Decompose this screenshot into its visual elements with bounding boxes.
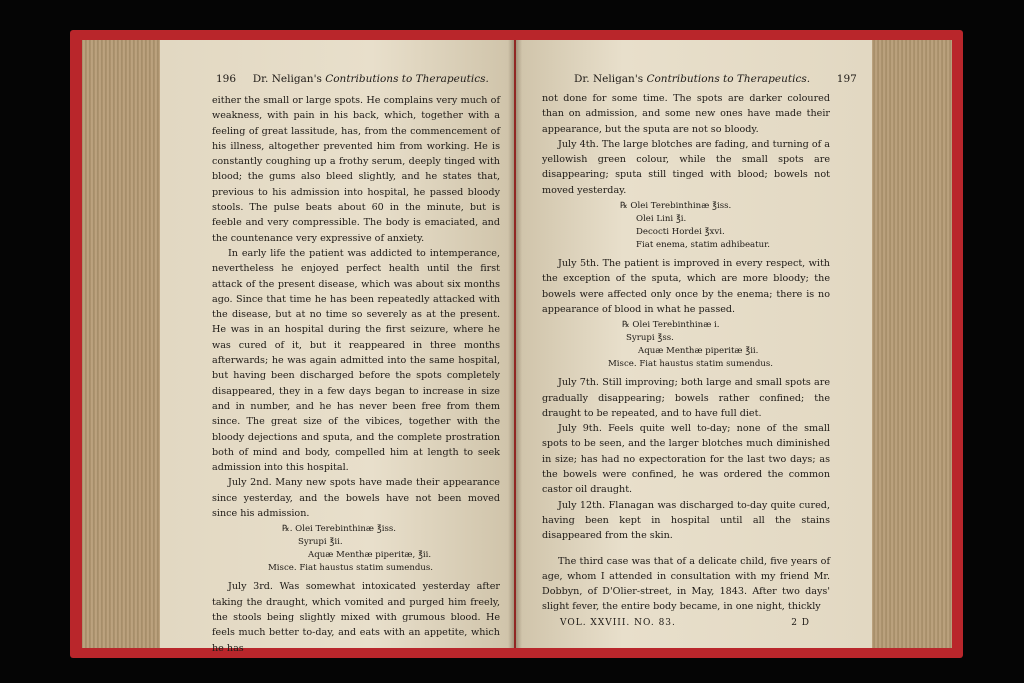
prescription-line: Misce. Fiat haustus statim sumendus. <box>268 563 434 574</box>
paragraph: July 2nd. Many new spots have made their appearance since yesterday, and the bowels have not been moved since his admission. <box>212 477 500 520</box>
paragraph: July 5th. The patient is improved in every respect, with the exception of the sputa, which are more bloody; the bowels were affected only once by the enema; there is no appearance of blood in what he passed. <box>542 258 830 315</box>
footer-volume: VOL. XXVIII. NO. 83. <box>560 617 676 628</box>
paragraph: July 3rd. Was somewhat intoxicated yesterday after taking the draught, which vomited and purged him freely, the stools being slightly mixed with grumous blood. He feels much better to-day, and eats with an appetite, which he has <box>212 581 500 654</box>
left-page <box>160 40 514 654</box>
paragraph: either the small or large spots. He complains very much of weakness, with pain in his back, which, together with a feeling of great lassitude, has, from the commencement of his illness, altogether prevented him from working. He is constantly coughing up a frothy serum, deeply tinged with blood; the gums also bleed slightly, and he states that, previous to his admission into hospital, he passed bloody stools. The pulse beats about 60 in the minute, but is feeble and very compressible. The body is emaciated, and the countenance very expressive of anxiety. <box>212 95 500 244</box>
prescription-line: Fiat enema, statim adhibeatur. <box>636 240 771 251</box>
prescription-line: Syrupi ℥ii. <box>298 537 343 548</box>
left-page-header <box>216 73 489 85</box>
left-page-body <box>212 93 500 656</box>
paragraph: July 4th. The large blotches are fading, and turning of a yellowish green colour, while the small spots are disappearing; sputa still tinged with blood; bowels not moved yesterday. <box>542 138 830 196</box>
paragraph: not done for some time. The spots are darker coloured than on admission, and some new ones have made their appearance, but the sputa are not so bloody. <box>542 93 830 135</box>
prescription <box>212 523 500 575</box>
right-page <box>516 40 872 648</box>
prescription-line: ℞ Olei Terebinthinæ ℥iss. <box>620 201 732 212</box>
prescription-line: Misce. Fiat haustus statim sumendus. <box>608 359 774 370</box>
section-gap <box>542 544 830 554</box>
prescription-line: ℞. Olei Terebinthinæ ℥iss. <box>282 524 397 535</box>
footer-signature: 2 D <box>791 617 810 628</box>
paragraph: The third case was that of a delicate child, five years of age, whom I attended in consultation with my friend Mr. Dobbyn, of D'Olier-street, in May, 1843. After two days' slight fever, the entire body became, in one night, thickly <box>542 555 830 613</box>
header-title: Contributions to Therapeutics. <box>325 73 489 85</box>
prescription-line: Olei Lini ℥i. <box>636 214 687 225</box>
prescription-line: Aquæ Menthæ piperitæ, ℥ii. <box>308 550 432 561</box>
page-number: 197 <box>836 73 857 85</box>
right-page-body <box>542 91 830 631</box>
paragraph: July 12th. Flanagan was discharged to-day quite cured, having been kept in hospital until all the stains disappeared from the skin. <box>542 499 830 542</box>
paragraph: In early life the patient was addicted to intemperance, nevertheless he enjoyed perfect health until the first attack of the present disease, which was about six months ago. Since that time he has been repeatedly attacked with the disease, but at no time so severely as at the present. He was in an hospital during the first seizure, where he was cured of it, but it reappeared in three months afterwards; he was again admitted into the same hospital, but having been discharged before the spots completely disappeared, they in a few days began to increase in size and in number, and he has never been free from them since. The great size of the vibices, together with the bloody dejections and sputa, and the complete prostration both of mind and body, compelled him at length to seek admission into this hospital. <box>212 247 500 474</box>
paragraph: July 9th. Feels quite well to-day; none of the small spots to be seen, and the larger blotches much diminished in size; has had no expectoration for the last two days; as the bowels were confined, he was ordered the common castor oil draught. <box>542 423 830 496</box>
header-title: Contributions to Therapeutics. <box>646 73 811 85</box>
prescription <box>542 200 830 252</box>
header-author: Dr. Neligan's <box>252 73 322 85</box>
paragraph: July 7th. Still improving; both large and small spots are gradually disappearing; bowels rather confined; the draught to be repeated, and to have full diet. <box>542 377 830 419</box>
prescription-line: Decocti Hordei ℥xvi. <box>636 227 725 238</box>
prescription <box>542 319 830 371</box>
page-edges-left <box>82 40 162 648</box>
page-number: 196 <box>216 73 237 85</box>
page-edges-right <box>870 40 952 648</box>
prescription-line: Syrupi ℥ss. <box>626 333 674 344</box>
prescription-line: Aquæ Menthæ piperitæ ℥ii. <box>638 346 759 357</box>
prescription-line: ℞ Olei Terebinthinæ i. <box>622 320 720 331</box>
page-footer <box>542 616 830 631</box>
header-author: Dr. Neligan's <box>574 73 644 85</box>
book-gutter <box>508 40 522 648</box>
right-page-header <box>574 73 857 85</box>
